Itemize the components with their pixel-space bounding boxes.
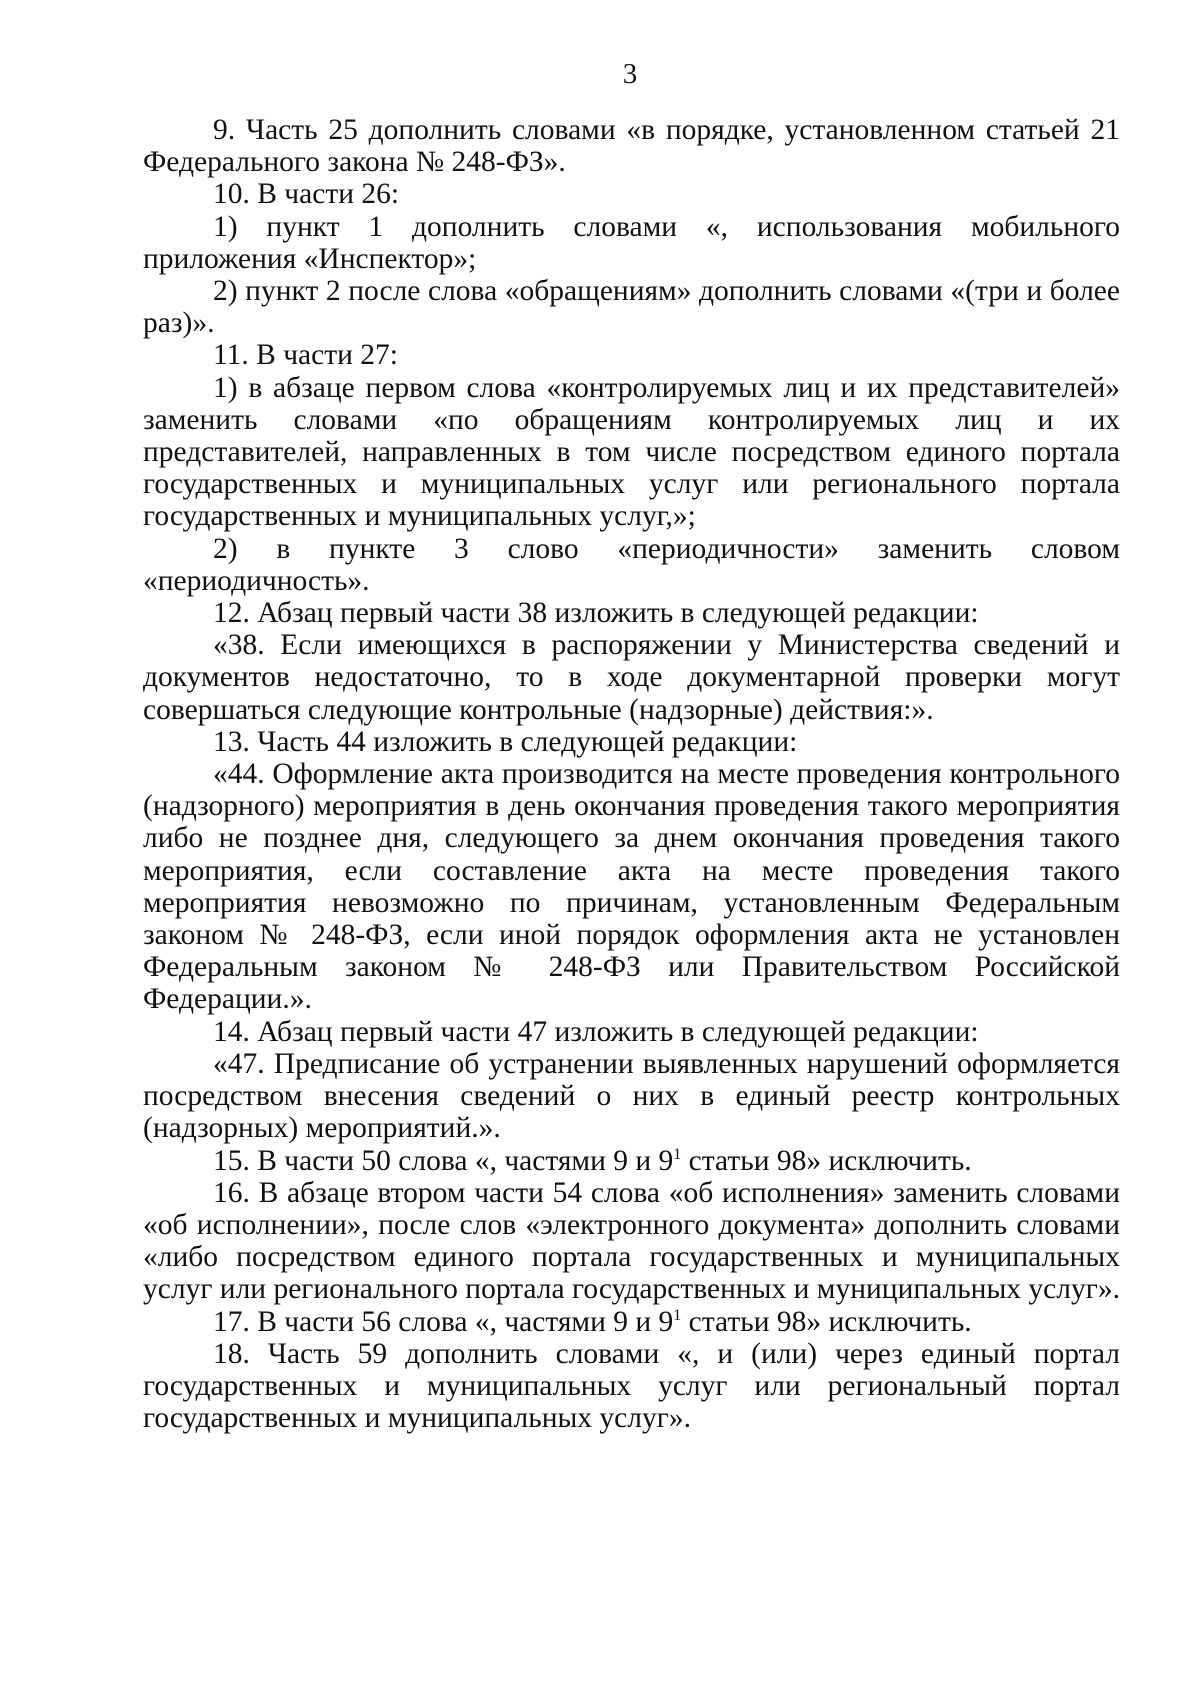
paragraph-10: 10. В части 26: [213,178,400,211]
document-body [143,114,1120,1434]
paragraph-17 [143,1306,1120,1338]
paragraph-17-superscript: 1 [673,1306,682,1324]
paragraph-15-superscript: 1 [673,1145,682,1163]
paragraph-12: 12. Абзац первый части 38 изложить в следующей редакции: [213,597,979,630]
paragraph-11: 11. В части 27: [213,339,398,372]
paragraph-16: 16. В абзаце втором части 54 слова «об исполнения» заменить словами «об исполнении», после слов «электронного документа» дополнить словами «либо посредством единого портала государственных и муниципальных услуг или регионального портала государственных и муниципальных услуг». [143,1176,1120,1306]
paragraph-18: 18. Часть 59 дополнить словами «, и (или) через единый портал государственных и муниципальных услуг или региональный портал государственных и муниципальных услуг». [143,1337,1120,1435]
paragraph-15-text-before: 15. В части 50 слова «, частями 9 и 9 [213,1144,674,1177]
paragraph-13: 13. Часть 44 изложить в следующей редакции: [213,725,798,758]
page-number: 3 [622,58,638,90]
paragraph-9: 9. Часть 25 дополнить словами «в порядке, установленном статьей 21 Федерального закона № 248-ФЗ». [143,114,1120,179]
paragraph-17-text-after: статьи 98» исключить. [681,1305,972,1338]
paragraph-17-text-before: 17. В части 56 слова «, частями 9 и 9 [213,1305,674,1338]
paragraph-11-item-2: 2) в пункте 3 слово «периодичности» заменить словом «периодичность». [143,532,1120,597]
paragraph-14-quote: «47. Предписание об устранении выявленных нарушений оформляется посредством внесения сведений о них в единый реестр контрольных (надзорных) мероприятий.». [143,1047,1120,1145]
paragraph-10-item-2: 2) пункт 2 после слова «обращениям» дополнить словами «(три и более раз)». [143,275,1120,340]
paragraph-14: 14. Абзац первый части 47 изложить в следующей редакции: [213,1015,979,1048]
paragraph-15 [143,1145,1120,1177]
paragraph-12-quote: «38. Если имеющихся в распоряжении у Министерства сведений и документов недостаточно, то в ходе документарной проверки могут совершаться следующие контрольные (надзорные) действия:». [143,629,1120,726]
paragraph-13-quote: «44. Оформление акта производится на месте проведения контрольного (надзорного) мероприятия в день окончания проведения такого мероприятия либо не позднее дня, следующего за днем окончания проведения такого мероприятия, если составление акта на месте проведения такого мероприятия невозможно по причинам, установленным Федеральным законом № 248-ФЗ, если иной порядок оформления акта не установлен Федеральным законом № 248-ФЗ или Правительством Российской Федерации.». [143,758,1120,1016]
paragraph-11-item-1: 1) в абзаце первом слова «контролируемых лиц и их представителей» заменить словами «по обращениям контролируемых лиц и их представителей, направленных в том числе посредством единого портала государственных и муниципальных услуг или регионального портала государственных и муниципальных услуг,»; [143,371,1120,533]
paragraph-15-text-after: статьи 98» исключить. [681,1144,972,1177]
paragraph-10-item-1: 1) пункт 1 дополнить словами «, использования мобильного приложения «Инспектор»; [143,210,1120,275]
